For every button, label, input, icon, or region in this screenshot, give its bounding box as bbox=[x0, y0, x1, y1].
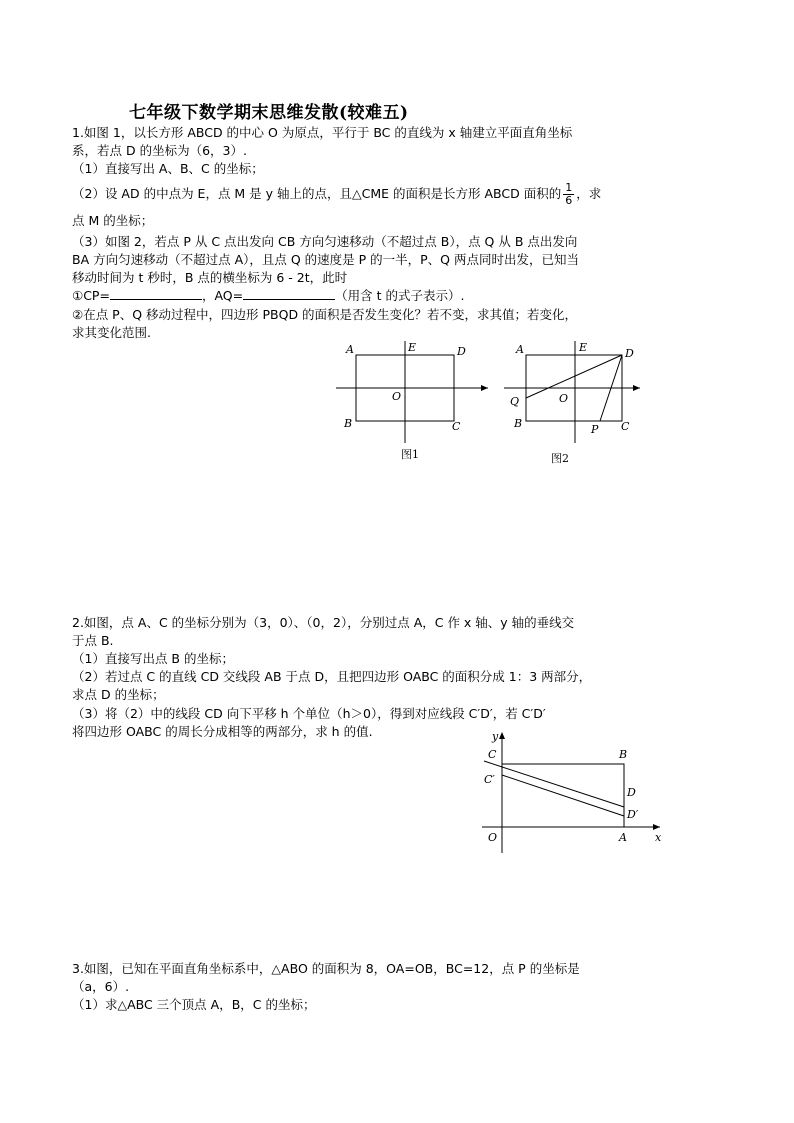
label-c: C bbox=[452, 420, 461, 433]
figure-1 bbox=[330, 335, 500, 465]
label-a: A bbox=[619, 831, 627, 844]
arrow-icon bbox=[653, 824, 660, 830]
q3-line: 3.如图，已知在平面直角坐标系中，△ABO 的面积为 8，OA=OB，BC=12，点 P 的坐标是 bbox=[72, 961, 580, 976]
label-b: B bbox=[344, 417, 353, 430]
answer-blank[interactable] bbox=[110, 287, 202, 300]
label-e: E bbox=[579, 341, 588, 354]
label-e: E bbox=[408, 341, 417, 354]
arrow-icon bbox=[499, 732, 505, 739]
figure-caption: 图2 bbox=[551, 452, 569, 465]
q1-line: 点 M 的坐标； bbox=[72, 213, 154, 228]
page-title: 七年级下数学期末思维发散(较难五) bbox=[129, 103, 409, 123]
label-a: A bbox=[516, 343, 524, 356]
label-o: O bbox=[559, 392, 569, 405]
fraction bbox=[563, 182, 574, 207]
q1-line: 移动时间为 t 秒时，B 点的横坐标为 6 - 2t，此时 bbox=[72, 270, 348, 285]
q3-line: （1）求△ABC 三个顶点 A，B，C 的坐标； bbox=[72, 997, 316, 1012]
label-d-prime: D′ bbox=[627, 808, 639, 821]
label-d: D bbox=[627, 786, 636, 799]
q1-line: （3）如图 2，若点 P 从 C 点出发向 CB 方向匀速移动（不超过点 B），点 Q 从 B 点出发向 bbox=[72, 234, 578, 249]
label-o: O bbox=[392, 390, 402, 403]
label-c-prime: C′ bbox=[484, 773, 495, 786]
q2-line: （2）若过点 C 的直线 CD 交线段 AB 于点 D，且把四边形 OABC 的面积分成 1：3 两部分， bbox=[72, 669, 592, 684]
label-d: D bbox=[457, 345, 466, 358]
label-o: O bbox=[488, 831, 498, 844]
label-y: y bbox=[492, 730, 499, 743]
q1-line-fraction bbox=[72, 182, 601, 207]
answer-blank[interactable] bbox=[243, 287, 335, 300]
label-a: A bbox=[346, 343, 354, 356]
q2-line: 将四边形 OABC 的周长分成相等的两部分，求 h 的值. bbox=[72, 724, 373, 739]
q1-line: 系，若点 D 的坐标为（6，3）. bbox=[72, 143, 247, 158]
figure-2 bbox=[500, 335, 650, 470]
q2-line: 求点 D 的坐标； bbox=[72, 687, 165, 702]
label-c: C bbox=[621, 420, 630, 433]
arrow-icon bbox=[481, 385, 488, 391]
label-c: C bbox=[488, 748, 497, 761]
q1-line: （1）直接写出 A、B、C 的坐标； bbox=[72, 161, 264, 176]
arrow-icon bbox=[633, 385, 640, 391]
q3-line: （a，6）. bbox=[72, 979, 130, 994]
q1-text: （2）设 AD 的中点为 E，点 M 是 y 轴上的点，且△CME 的面积是长方形 ABCD 面积的 bbox=[72, 186, 562, 201]
fraction-numerator: 1 bbox=[565, 181, 573, 194]
segment-qd bbox=[526, 355, 622, 398]
q1-line: 1.如图 1，以长方形 ABCD 的中心 O 为原点，平行于 BC 的直线为 x 轴建立平面直角坐标 bbox=[72, 125, 573, 140]
q2-line: 于点 B. bbox=[72, 633, 114, 648]
label-d: D bbox=[625, 347, 634, 360]
fraction-denominator: 6 bbox=[565, 194, 573, 207]
q1-text: ，求 bbox=[576, 186, 602, 201]
q2-line: （3）将（2）中的线段 CD 向下平移 h 个单位（h＞0），得到对应线段 C′D′，若 C′D′ bbox=[72, 706, 546, 721]
q1-line: 求其变化范围. bbox=[72, 325, 151, 340]
figure-3 bbox=[478, 728, 678, 858]
q1-text: ，AQ= bbox=[201, 288, 244, 303]
q1-line-blanks bbox=[72, 287, 464, 305]
q1-text: ①CP= bbox=[72, 288, 110, 303]
label-b: B bbox=[514, 417, 523, 430]
q2-line: （1）直接写出点 B 的坐标； bbox=[72, 651, 234, 666]
q2-line: 2.如图，点 A、C 的坐标分别为（3，0）、（0，2），分别过点 A，C 作 x 轴、y 轴的垂线交 bbox=[72, 615, 575, 630]
line-cd bbox=[484, 761, 624, 807]
label-q: Q bbox=[510, 395, 520, 408]
label-x: x bbox=[655, 831, 662, 844]
q1-line: BA 方向匀速移动（不超过点 A），且点 Q 的速度是 P 的一半，P、Q 两点同时出发，已知当 bbox=[72, 252, 579, 267]
q1-text: （用含 t 的式子表示）. bbox=[335, 288, 465, 303]
q1-line: ②在点 P、Q 移动过程中，四边形 PBQD 的面积是否发生变化？若不变，求其值；若变化， bbox=[72, 307, 578, 322]
figure-caption: 图1 bbox=[401, 448, 419, 461]
label-p: P bbox=[591, 423, 599, 436]
label-b: B bbox=[619, 748, 628, 761]
segment-c1d1 bbox=[502, 775, 624, 816]
